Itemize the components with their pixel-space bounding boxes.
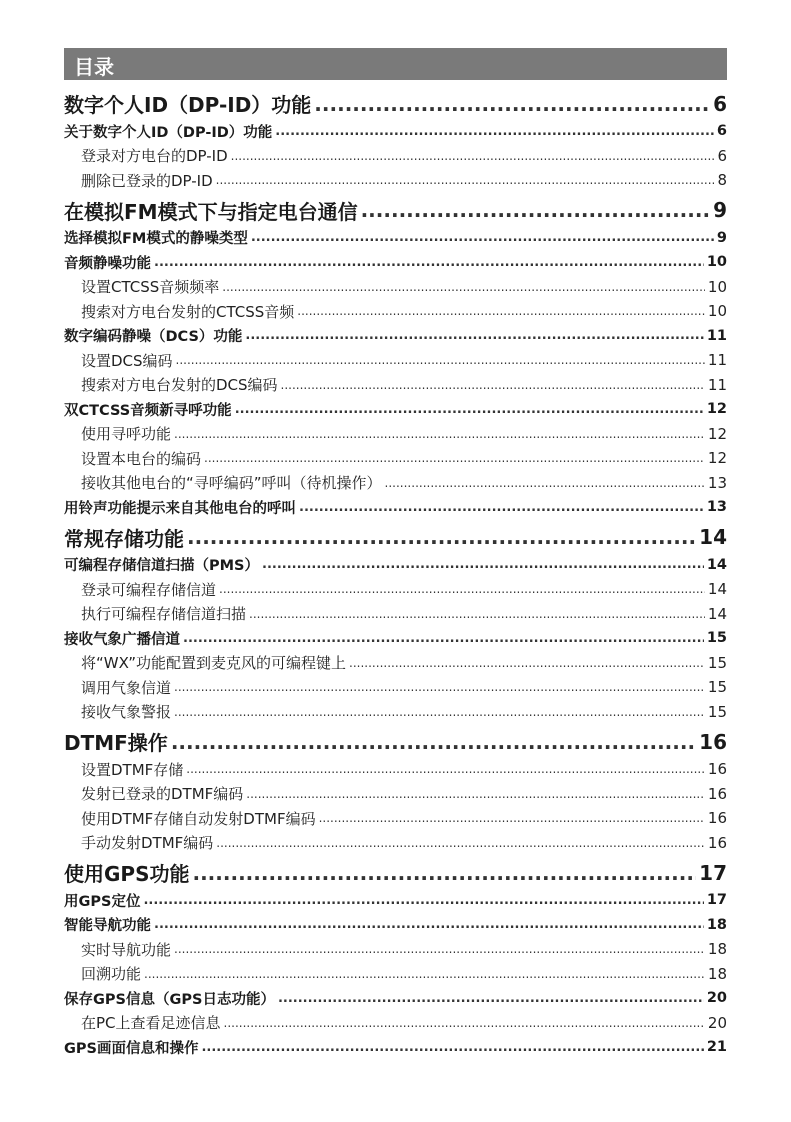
toc-leader-dots: [216, 836, 705, 850]
toc-leader-dots: [154, 917, 704, 932]
toc-entry-title: 可编程存储信道扫描（PMS）: [64, 558, 259, 575]
toc-section-entry[interactable]: [64, 226, 727, 251]
toc-leader-dots: [319, 811, 705, 825]
toc-entry-title: 音频静噪功能: [64, 255, 151, 272]
toc-subsection-entry[interactable]: [64, 422, 727, 447]
toc-subsection-entry[interactable]: [64, 471, 727, 496]
toc-leader-dots: [385, 476, 705, 490]
toc-entry-title: 设置DTMF存储: [81, 760, 184, 779]
toc-page-number: 13: [707, 473, 727, 492]
toc-page-number: 12: [706, 401, 727, 418]
toc-entry-title: 接收气象广播信道: [64, 631, 180, 648]
toc-leader-dots: [231, 149, 715, 163]
toc-section-entry[interactable]: [64, 324, 727, 349]
toc-entry-title: 在模拟FM模式下与指定电台通信: [64, 199, 358, 224]
toc-subsection-entry[interactable]: [64, 373, 727, 398]
toc-section-entry[interactable]: [64, 986, 727, 1011]
toc-entry-title: 搜索对方电台发射的CTCSS音频: [81, 302, 295, 321]
toc-subsection-entry[interactable]: [64, 168, 727, 193]
toc-entry-title: 执行可编程存储信道扫描: [81, 605, 247, 624]
toc-page-number: 10: [706, 254, 727, 271]
toc-subsection-entry[interactable]: [64, 831, 727, 856]
toc-leader-dots: [314, 92, 710, 116]
toc-entry-title: 接收气象警报: [81, 703, 172, 722]
toc-page-number: 11: [706, 327, 727, 344]
toc-subsection-entry[interactable]: [64, 1011, 727, 1036]
toc-subsection-entry[interactable]: [64, 937, 727, 962]
toc-page-number: 14: [707, 580, 727, 599]
toc-entry-title: 常规存储功能: [64, 526, 184, 551]
toc-entry-title: 接收其他电台的“寻呼编码”呼叫（待机操作）: [81, 474, 382, 493]
toc-header-title: 目录: [74, 55, 114, 79]
toc-section-entry[interactable]: [64, 626, 727, 651]
toc-leader-dots: [187, 525, 696, 549]
toc-page-number: 16: [707, 760, 727, 779]
toc-leader-dots: [246, 787, 705, 801]
toc-page-number: 15: [706, 630, 727, 647]
toc-leader-dots: [174, 427, 705, 441]
toc-leader-dots: [143, 893, 703, 908]
toc-subsection-entry[interactable]: [64, 577, 727, 602]
toc-subsection-entry[interactable]: [64, 446, 727, 471]
toc-subsection-entry[interactable]: [64, 757, 727, 782]
toc-entry-title: 删除已登录的DP-ID: [81, 171, 213, 190]
toc-page-number: 21: [706, 1039, 727, 1056]
toc-entry-title: 数字编码静噪（DCS）功能: [64, 329, 243, 346]
toc-leader-dots: [174, 680, 705, 694]
toc-leader-dots: [278, 991, 704, 1006]
toc-page-number: 10: [707, 277, 727, 296]
toc-entry-title: 搜索对方电台发射的DCS编码: [81, 376, 278, 395]
toc-page-number: 14: [699, 525, 727, 549]
toc-subsection-entry[interactable]: [64, 806, 727, 831]
toc-page-number: 15: [707, 653, 727, 672]
toc-leader-dots: [183, 631, 704, 646]
toc-leader-dots: [201, 1040, 703, 1055]
toc-page-number: 9: [713, 198, 727, 222]
toc-entry-title: GPS画面信息和操作: [64, 1040, 199, 1057]
toc-leader-dots: [275, 124, 714, 139]
toc-leader-dots: [204, 451, 705, 465]
toc-entry-title: 在PC上查看足迹信息: [81, 1014, 221, 1033]
toc-page-number: 10: [707, 302, 727, 321]
toc-subsection-entry[interactable]: [64, 348, 727, 373]
toc-leader-dots: [192, 861, 696, 885]
toc-subsection-entry[interactable]: [64, 962, 727, 987]
toc-page-number: 14: [707, 604, 727, 623]
toc-page-number: 16: [707, 809, 727, 828]
toc-entry-title: DTMF操作: [64, 731, 168, 755]
toc-chapter-entry[interactable]: [64, 857, 727, 888]
toc-subsection-entry[interactable]: [64, 299, 727, 324]
toc-chapter-entry[interactable]: [64, 195, 727, 226]
toc-section-entry[interactable]: [64, 553, 727, 578]
toc-entry-title: 数字个人ID（DP-ID）功能: [64, 93, 312, 117]
toc-chapter-entry[interactable]: [64, 88, 727, 119]
toc-page-number: 20: [706, 990, 727, 1007]
toc-section-entry[interactable]: [64, 250, 727, 275]
toc-entry-title: 选择模拟FM模式的静噪类型: [64, 231, 248, 248]
toc-section-entry[interactable]: [64, 888, 727, 913]
toc-entry-title: 实时导航功能: [81, 940, 172, 959]
toc-leader-dots: [224, 1016, 705, 1030]
toc-entry-title: 调用气象信道: [81, 678, 172, 697]
toc-page-number: 17: [699, 860, 727, 885]
toc-entry-title: 设置DCS编码: [81, 351, 173, 370]
toc-page-number: 12: [707, 449, 727, 468]
toc-subsection-entry[interactable]: [64, 275, 727, 300]
toc-leader-dots: [361, 198, 711, 222]
toc-section-entry[interactable]: [64, 1035, 727, 1060]
toc-entry-title: 将“WX”功能配置到麦克风的可编程键上: [81, 654, 347, 673]
toc-entry-title: 用GPS定位: [64, 893, 141, 910]
toc-leader-dots: [174, 705, 705, 719]
toc-subsection-entry[interactable]: [64, 144, 727, 169]
toc-leader-dots: [174, 942, 705, 956]
toc-entry-title: 登录对方电台的DP-ID: [81, 147, 228, 166]
toc-leader-dots: [216, 173, 715, 187]
toc-subsection-entry[interactable]: [64, 651, 727, 676]
toc-section-entry[interactable]: [64, 397, 727, 422]
toc-leader-dots: [245, 328, 703, 343]
toc-page-number: 18: [707, 964, 727, 983]
toc-page-number: 9: [716, 229, 727, 246]
toc-leader-dots: [251, 230, 714, 245]
toc-section-entry[interactable]: [64, 913, 727, 938]
toc-page-number: 12: [707, 424, 727, 443]
toc-leader-dots: [299, 500, 704, 515]
toc-leader-dots: [249, 607, 705, 621]
toc-entry-title: 使用DTMF存储自动发射DTMF编码: [81, 809, 316, 828]
toc-page-number: 11: [707, 351, 727, 370]
toc-leader-dots: [176, 353, 705, 367]
toc-leader-dots: [235, 402, 704, 417]
toc-entry-title: 关于数字个人ID（DP-ID）功能: [64, 124, 273, 141]
toc-entry-title: 发射已登录的DTMF编码: [81, 785, 244, 804]
toc-entry-title: 使用GPS功能: [64, 862, 190, 886]
toc-entry-title: 登录可编程存储信道: [81, 580, 217, 599]
toc-entry-title: 设置CTCSS音频频率: [81, 278, 220, 297]
toc-page-number: 18: [707, 940, 727, 959]
toc-page-number: 16: [699, 729, 727, 754]
toc-page-number: 13: [706, 499, 727, 516]
toc-page-number: 14: [706, 556, 727, 573]
toc-entry-title: 双CTCSS音频新寻呼功能: [64, 402, 232, 419]
toc-subsection-entry[interactable]: [64, 782, 727, 807]
toc-leader-dots: [349, 656, 705, 670]
toc-chapter-entry[interactable]: [64, 522, 727, 553]
toc-entry-title: 回溯功能: [81, 965, 142, 984]
toc-section-entry[interactable]: [64, 119, 727, 144]
toc-page-number: 6: [716, 123, 727, 140]
toc-page-number: 16: [707, 833, 727, 852]
toc-leader-dots: [222, 280, 705, 294]
toc-entry-title: 用铃声功能提示来自其他电台的呼叫: [64, 500, 296, 517]
toc-page-number: 11: [707, 375, 727, 394]
toc-page-number: 18: [706, 916, 727, 933]
toc-leader-dots: [171, 730, 696, 754]
toc-header-bar: [64, 48, 727, 80]
toc-entry-title: 设置本电台的编码: [81, 449, 202, 468]
toc-leader-dots: [186, 762, 705, 776]
toc-entry-title: 保存GPS信息（GPS日志功能）: [64, 991, 275, 1008]
toc-subsection-entry[interactable]: [64, 602, 727, 627]
toc-entry-title: 智能导航功能: [64, 918, 151, 935]
toc-page-number: 8: [717, 171, 727, 190]
toc-subsection-entry[interactable]: [64, 675, 727, 700]
toc-page-number: 15: [707, 702, 727, 721]
toc-subsection-entry[interactable]: [64, 700, 727, 725]
toc-page-number: 20: [707, 1013, 727, 1032]
toc-leader-dots: [144, 967, 705, 981]
toc-entry-title: 使用寻呼功能: [81, 425, 172, 444]
toc-leader-dots: [262, 557, 704, 572]
toc-leader-dots: [297, 304, 705, 318]
toc-page-number: 16: [707, 784, 727, 803]
toc-leader-dots: [219, 582, 705, 596]
toc-leader-dots: [154, 255, 704, 270]
toc-page-number: 6: [713, 91, 727, 116]
toc-page-number: 6: [717, 146, 727, 165]
toc-leader-dots: [281, 378, 705, 392]
toc-chapter-entry[interactable]: [64, 726, 727, 757]
toc-entry-title: 手动发射DTMF编码: [81, 834, 214, 853]
toc-page-number: 15: [707, 678, 727, 697]
toc-page-number: 17: [706, 892, 727, 909]
toc-section-entry[interactable]: [64, 495, 727, 520]
table-of-contents: [64, 88, 727, 1060]
